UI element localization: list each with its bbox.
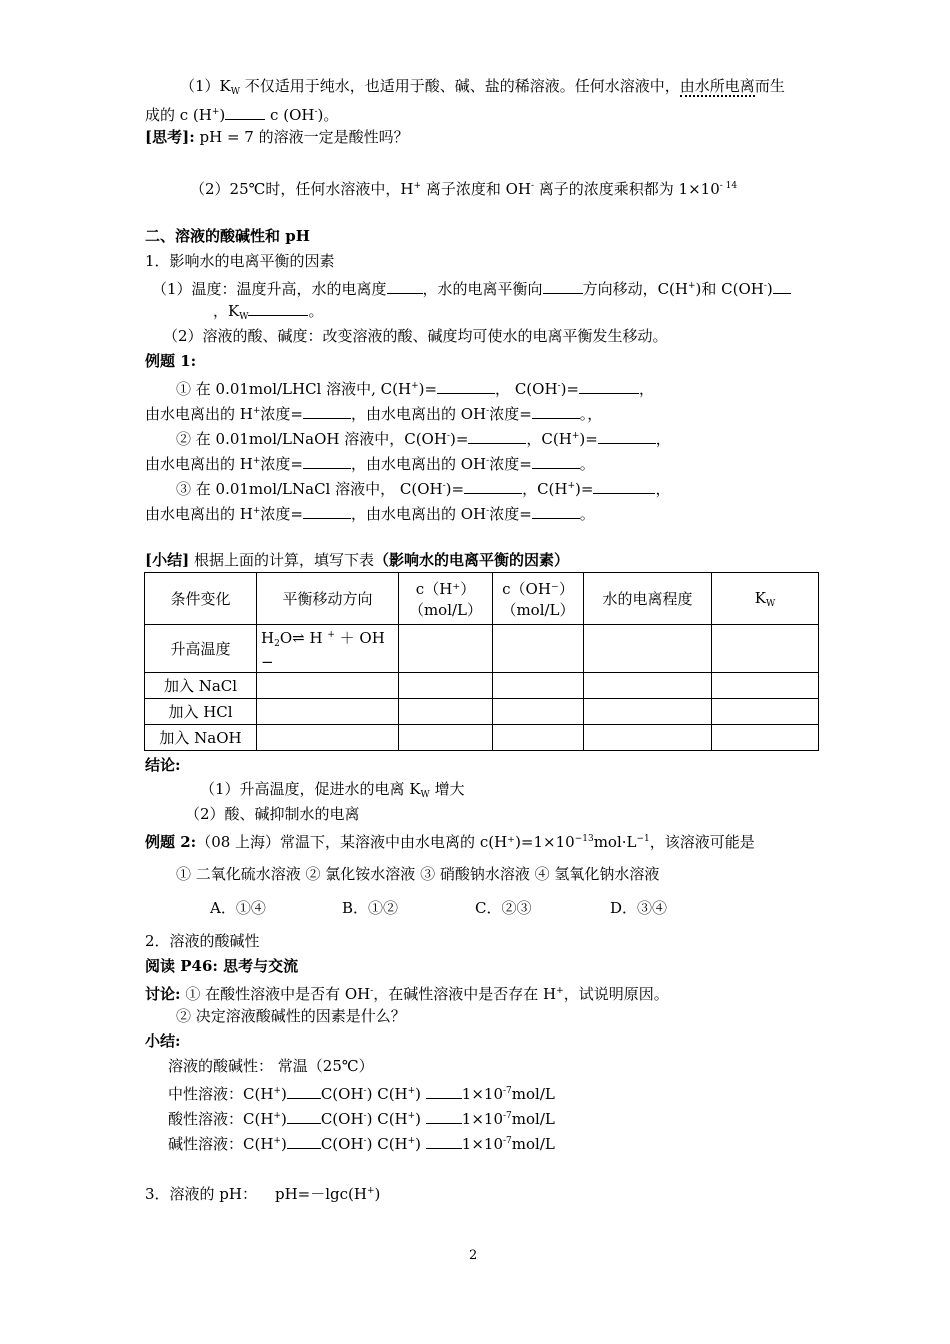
subsection-3-title: 3．溶液的 pH： pH=－lgc(H+) bbox=[145, 1185, 381, 1203]
header-c-oh: c（OH⁻） （mol/L） bbox=[493, 573, 584, 625]
table-cell[interactable] bbox=[584, 699, 712, 725]
table-cell[interactable] bbox=[712, 699, 819, 725]
subsection-1-title: 1．影响水的电离平衡的因素 bbox=[145, 252, 335, 270]
row-label: 升高温度 bbox=[145, 625, 257, 673]
neutral-solution: 中性溶液：C(H+) C(OH-) C(H+) $1\times 10^{-7}mol/L$ bbox=[168, 1085, 555, 1103]
factors-table bbox=[144, 572, 819, 751]
table-cell[interactable] bbox=[584, 673, 712, 699]
example-1-q1-water: 由水电离出的 H+浓度= ，由水电离出的 OH-浓度= 。， bbox=[145, 405, 603, 423]
table-cell[interactable] bbox=[712, 625, 819, 673]
answer-blank[interactable] bbox=[464, 479, 522, 494]
temperature-line2: ，$K_W$ 。 bbox=[213, 302, 324, 322]
reading-title: 阅读 P46: 思考与交流 bbox=[145, 957, 299, 975]
table-cell[interactable] bbox=[584, 625, 712, 673]
example-1-q3-water: 由水电离出的 H+浓度= ，由水电离出的 OH-浓度= 。 bbox=[145, 505, 595, 523]
answer-blank[interactable] bbox=[579, 379, 639, 394]
example-2: 例题 2:（08 上海）常温下，某溶液中由水电离的 $c(H^+)=1\times 10^{-13}mol\cdot L^{-1}$，该溶液可能是 bbox=[145, 833, 755, 851]
answer-blank[interactable] bbox=[287, 1109, 321, 1124]
kw-scope-line1: $(1)K_W$ 不仅适用于纯水，也适用于酸、碱、盐的稀溶液。任何水溶液中，由水所电离而生 bbox=[180, 77, 785, 97]
summary2-label: 小结: bbox=[145, 1032, 181, 1050]
answer-blank[interactable] bbox=[593, 479, 655, 494]
option-c[interactable]: C．②③ bbox=[475, 899, 532, 917]
answer-blank[interactable] bbox=[303, 404, 351, 419]
example-2-options bbox=[210, 898, 667, 918]
answer-blank[interactable] bbox=[426, 1134, 462, 1149]
table-cell[interactable] bbox=[399, 673, 493, 699]
table-cell[interactable] bbox=[493, 673, 584, 699]
example-1-label: 例题 1: bbox=[145, 352, 197, 370]
table-cell[interactable] bbox=[257, 673, 399, 699]
answer-blank[interactable] bbox=[287, 1134, 321, 1149]
table-cell[interactable] bbox=[257, 699, 399, 725]
answer-blank[interactable] bbox=[543, 279, 583, 294]
conclusion-label: 结论: bbox=[145, 756, 181, 774]
temperature-line: （1）温度：温度升高，水的电离度 ，水的电离平衡向 方向移动，C(H+)和 C(OH-) bbox=[152, 276, 791, 299]
row-label: 加入 NaOH bbox=[145, 725, 257, 751]
example-1-q2-water: 由水电离出的 H+浓度= ，由水电离出的 OH-浓度= 。 bbox=[145, 455, 595, 473]
header-direction: 平衡移动方向 bbox=[257, 573, 399, 625]
section-2-title: 二、溶液的酸碱性和 pH bbox=[145, 227, 310, 245]
kw-scope-line2: 成的 c (H+) c (OH-)。 bbox=[145, 106, 339, 124]
kw-25c-line: （2）25℃时，任何水溶液中，H+ 离子浓度和 OH- 离子的浓度乘积都为 $1\times 10^{- 14}$ bbox=[190, 180, 738, 198]
discussion-2: ② 决定溶液酸碱性的因素是什么？ bbox=[176, 1007, 406, 1025]
answer-blank[interactable] bbox=[303, 504, 351, 519]
summary-table-caption: [小结] 根据上面的计算，填写下表（影响水的电离平衡的因素） bbox=[145, 551, 569, 569]
answer-blank[interactable] bbox=[468, 429, 526, 444]
basic-solution: 碱性溶液：C(H+) C(OH-) C(H+) $1\times 10^{-7}mol/L$ bbox=[168, 1135, 555, 1153]
conclusion-1: （1）升高温度，促进水的电离 $K_W$ 增大 bbox=[200, 780, 465, 800]
table-cell[interactable] bbox=[257, 725, 399, 751]
answer-blank[interactable] bbox=[532, 404, 580, 419]
answer-blank[interactable] bbox=[248, 301, 308, 316]
option-d[interactable]: D．③④ bbox=[610, 899, 668, 917]
answer-blank[interactable] bbox=[532, 504, 580, 519]
example-1-q2: ② 在 0.01mol/LNaOH 溶液中，C(OH-)= ，C(H+)= ， bbox=[176, 430, 671, 448]
acid-base-line: （2）溶液的酸、碱度：改变溶液的酸、碱度均可使水的电离平衡发生移动。 bbox=[163, 327, 668, 345]
header-condition: 条件变化 bbox=[145, 573, 257, 625]
answer-blank[interactable] bbox=[532, 454, 580, 469]
answer-blank[interactable] bbox=[773, 279, 791, 294]
table-cell[interactable] bbox=[493, 625, 584, 673]
think-question: [思考]: pH = 7 的溶液一定是酸性吗？ bbox=[145, 128, 409, 146]
table-cell[interactable] bbox=[712, 673, 819, 699]
answer-blank[interactable] bbox=[437, 379, 495, 394]
answer-blank[interactable] bbox=[225, 105, 265, 120]
row-label: 加入 HCl bbox=[145, 699, 257, 725]
example-2-items: ① 二氧化硫水溶液 ② 氯化铵水溶液 ③ 硝酸钠水溶液 ④ 氢氧化钠水溶液 bbox=[176, 865, 660, 883]
subsection-2-title: 2．溶液的酸碱性 bbox=[145, 932, 260, 950]
header-c-h: c（H⁺） （mol/L） bbox=[399, 573, 493, 625]
answer-blank[interactable] bbox=[387, 279, 423, 294]
conclusion-2: （2）酸、碱抑制水的电离 bbox=[185, 805, 360, 823]
answer-blank[interactable] bbox=[426, 1109, 462, 1124]
option-b[interactable]: B．①② bbox=[342, 899, 399, 917]
table-cell[interactable] bbox=[399, 625, 493, 673]
row-label: 加入 NaCl bbox=[145, 673, 257, 699]
answer-blank[interactable] bbox=[303, 454, 351, 469]
example-1-q3: ③ 在 0.01mol/LNaCl 溶液中， C(OH-)= ，C(H+)= ， bbox=[176, 480, 671, 498]
table-cell[interactable] bbox=[399, 699, 493, 725]
table-cell[interactable] bbox=[584, 725, 712, 751]
option-a[interactable]: A．①④ bbox=[210, 899, 266, 917]
answer-blank[interactable] bbox=[287, 1084, 321, 1099]
table-cell[interactable] bbox=[712, 725, 819, 751]
summary2-head: 溶液的酸碱性： 常温（25℃） bbox=[168, 1057, 374, 1075]
acidic-solution: 酸性溶液：C(H+) C(OH-) C(H+) $1\times 10^{-7}mol/L$ bbox=[168, 1110, 555, 1128]
table-cell[interactable] bbox=[493, 725, 584, 751]
answer-blank[interactable] bbox=[598, 429, 656, 444]
page-number: 2 bbox=[469, 1248, 478, 1263]
discussion-1: 讨论: ① 在酸性溶液中是否有 OH-，在碱性溶液中是否存在 H+，试说明原因。 bbox=[145, 985, 669, 1003]
table-cell[interactable] bbox=[493, 699, 584, 725]
example-1-q1: ① 在 0.01mol/LHCl 溶液中, C(H+)= ， C(OH-)= ， bbox=[176, 380, 655, 398]
table-cell[interactable] bbox=[399, 725, 493, 751]
answer-blank[interactable] bbox=[426, 1084, 462, 1099]
header-ionization: 水的电离程度 bbox=[584, 573, 712, 625]
header-kw: $K_W$ bbox=[712, 573, 819, 625]
equation-cell: $H_2O\rightleftharpoons$ H + ＋ OH − bbox=[257, 625, 399, 673]
